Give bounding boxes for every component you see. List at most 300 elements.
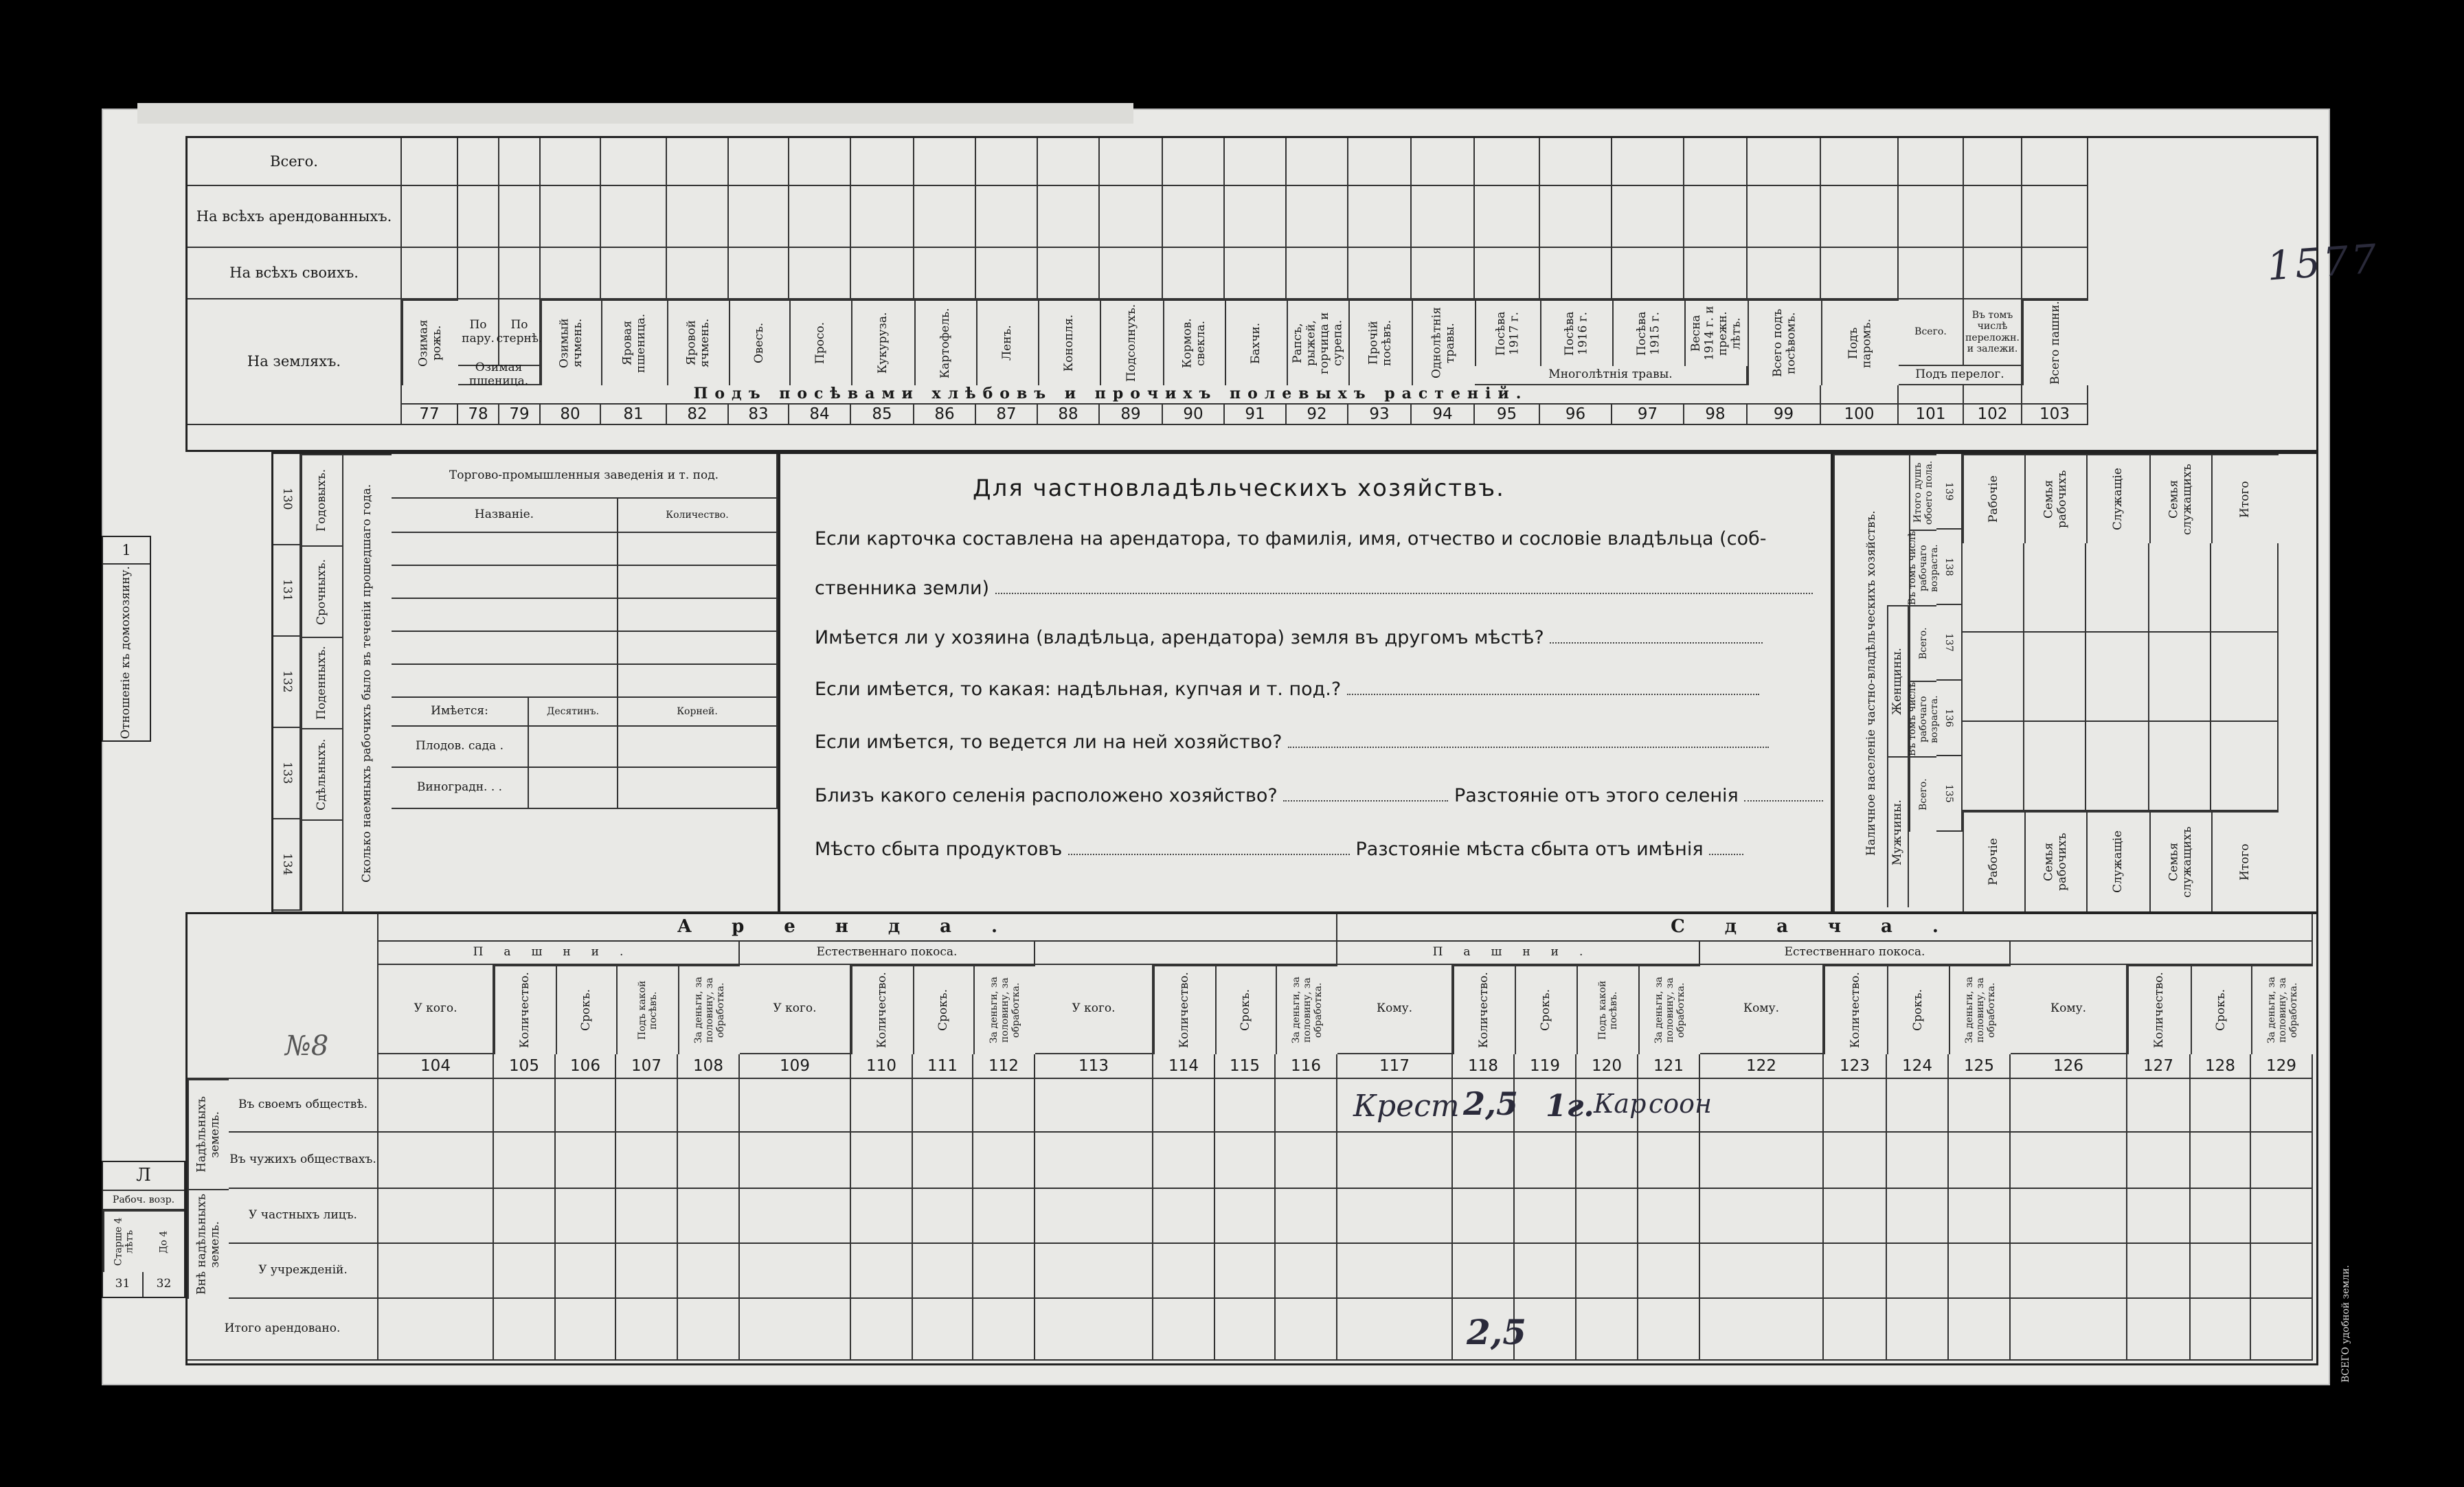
private-line-8: Мѣсто сбыта продуктовъ (815, 839, 1063, 860)
lease-cell-2-10 (1153, 1189, 1215, 1244)
top-cell-1-5 (667, 186, 729, 248)
lease-cell-4-17 (1638, 1299, 1700, 1361)
vineyard-desyatin (529, 768, 618, 809)
lease-col-header-21: За деньги, за половину, за обработка. (1949, 965, 2011, 1054)
crop-header-5: Яровой ячмень. (667, 299, 729, 385)
lease-cell-1-6 (851, 1133, 913, 1189)
lease-cell-0-20 (1887, 1079, 1949, 1133)
crop-col-num-17: 94 (1412, 405, 1475, 425)
crop-col-num-22: 99 (1748, 405, 1821, 425)
top-cell-1-13 (1163, 186, 1225, 248)
top-cell-0-10 (976, 138, 1038, 186)
lease-cell-4-23 (2127, 1299, 2191, 1361)
arenda-title: Аренда. (378, 914, 1337, 942)
orchard-korney (618, 727, 778, 768)
lease-cell-3-24 (2191, 1244, 2251, 1299)
pop-grid-0-2 (1963, 722, 2024, 811)
crop-col-num-15: 92 (1287, 405, 1348, 425)
lease-cell-4-21 (1949, 1299, 2011, 1361)
lease-col-num-0: 104 (378, 1054, 494, 1079)
entry-qty: 2,5 (1463, 1085, 1519, 1122)
trade-qty-header: Количество. (618, 499, 778, 533)
crop-header-19: Посѣва 1916 г. (1540, 299, 1612, 366)
crop-header-16: Прочій посѣвъ. (1348, 299, 1412, 385)
top-cell-0-0 (402, 138, 458, 186)
lease-cell-2-2 (556, 1189, 616, 1244)
lease-cell-0-1 (494, 1079, 556, 1133)
pop-right-header-top-0: Рабочіе (1963, 454, 2024, 543)
top-cell-0-13 (1163, 138, 1225, 186)
top-cell-2-13 (1163, 248, 1225, 299)
lease-col-header-1: Количество. (494, 965, 556, 1054)
lease-cell-1-20 (1887, 1133, 1949, 1189)
top-cell-1-8 (851, 186, 914, 248)
lease-cell-2-11 (1215, 1189, 1276, 1244)
pop-num-138: 138 (1936, 530, 1963, 605)
trade-name-header: Названіе. (392, 499, 618, 533)
top-cell-1-18 (1475, 186, 1540, 248)
pop-grid-1-2 (2024, 722, 2086, 811)
lease-col-num-6: 110 (851, 1054, 913, 1079)
col-31: 31 (103, 1272, 144, 1297)
lease-col-num-16: 120 (1576, 1054, 1638, 1079)
lease-cell-3-2 (556, 1244, 616, 1299)
lease-cell-4-11 (1215, 1299, 1276, 1361)
lease-cell-4-9 (1035, 1299, 1153, 1361)
lease-cell-1-12 (1276, 1133, 1337, 1189)
lease-cell-0-4 (678, 1079, 740, 1133)
private-title: Для частновладѣльческихъ хозяйствъ. (973, 475, 1505, 502)
lease-cell-0-10 (1153, 1079, 1215, 1133)
sdacha-title: Сдача. (1337, 914, 2313, 942)
pop-right-header-bot-0: Рабочіе (1963, 811, 2024, 911)
lease-cell-2-4 (678, 1189, 740, 1244)
trade-qty-row-4 (618, 665, 778, 698)
lease-cell-0-7 (913, 1079, 973, 1133)
lease-cell-3-5 (740, 1244, 851, 1299)
pop-num-137: 137 (1936, 605, 1963, 681)
lease-row-label-3: У учрежденій. (229, 1244, 378, 1299)
top-cell-2-18 (1475, 248, 1540, 299)
lease-col-num-17: 121 (1638, 1054, 1700, 1079)
pop-grid-0-0 (1963, 543, 2024, 633)
crop-col-num-20: 97 (1612, 405, 1684, 425)
lease-cell-0-9 (1035, 1079, 1153, 1133)
crop-header-6: Овесъ. (729, 299, 789, 385)
worker-col-label-3: Сдѣльныхъ. (301, 728, 342, 819)
lease-cell-2-8 (973, 1189, 1035, 1244)
lease-table (185, 912, 2318, 1365)
lease-cell-3-12 (1276, 1244, 1337, 1299)
women-total-label: Всего. (1909, 605, 1936, 681)
crop-header-15: Рапсъ, рыжей, горчица и сурепа. (1287, 299, 1348, 385)
lease-cell-0-12 (1276, 1079, 1337, 1133)
desyatin-header: Десятинъ. (529, 698, 618, 727)
top-cell-1-2 (499, 186, 541, 248)
trade-name-row-2 (392, 599, 618, 632)
lease-cell-1-25 (2251, 1133, 2313, 1189)
lease-col-header-23: Количество. (2127, 965, 2191, 1054)
top-cell-2-26 (2022, 248, 2088, 299)
pop-grid-3-0 (2149, 543, 2211, 633)
lease-cell-4-16 (1576, 1299, 1638, 1361)
crop-header-17: Однолѣтнія травы. (1412, 299, 1475, 385)
lease-cell-3-10 (1153, 1244, 1215, 1299)
lease-cell-3-19 (1824, 1244, 1887, 1299)
top-cell-1-10 (976, 186, 1038, 248)
lease-col-header-12: За деньги, за половину, за обработка. (1276, 965, 1337, 1054)
lease-cell-3-11 (1215, 1244, 1276, 1299)
crop-header-24: Всего. (1899, 299, 1964, 366)
lease-col-num-3: 107 (616, 1054, 678, 1079)
lease-cell-3-17 (1638, 1244, 1700, 1299)
top-cell-1-6 (729, 186, 789, 248)
lease-cell-4-10 (1153, 1299, 1215, 1361)
top-cell-0-23 (1821, 138, 1899, 186)
lease-cell-0-3 (616, 1079, 678, 1133)
lease-cell-2-9 (1035, 1189, 1153, 1244)
top-cell-2-22 (1748, 248, 1821, 299)
worker-col-num-1: 131 (273, 545, 301, 637)
lease-cell-4-22 (2011, 1299, 2127, 1361)
top-cell-0-24 (1899, 138, 1964, 186)
col-32: 32 (156, 1277, 172, 1291)
letter-l: Л (103, 1162, 184, 1191)
lease-cell-1-5 (740, 1133, 851, 1189)
lease-cell-3-0 (378, 1244, 494, 1299)
lease-cell-0-5 (740, 1079, 851, 1133)
lease-cell-1-10 (1153, 1133, 1215, 1189)
lease-col-num-9: 113 (1035, 1054, 1153, 1079)
pop-grid-1-0 (2024, 543, 2086, 633)
crop-table (185, 136, 2318, 452)
lease-cell-3-23 (2127, 1244, 2191, 1299)
worker-col-num-3: 133 (273, 728, 301, 819)
top-cell-2-12 (1100, 248, 1163, 299)
worker-col-num-2: 132 (273, 637, 301, 728)
worker-col-label-4 (301, 819, 342, 911)
lease-cell-3-6 (851, 1244, 913, 1299)
lease-cell-3-1 (494, 1244, 556, 1299)
trade-name-row-4 (392, 665, 618, 698)
top-cell-1-15 (1287, 186, 1348, 248)
lease-cell-3-14 (1453, 1244, 1515, 1299)
crop-col-num-3: 80 (541, 405, 601, 425)
top-cell-2-3 (541, 248, 601, 299)
crop-col-num-24: 101 (1899, 405, 1964, 425)
lease-cell-0-8 (973, 1079, 1035, 1133)
crop-col-num-2: 79 (499, 405, 541, 425)
lease-cell-0-23 (2127, 1079, 2191, 1133)
lease-col-num-10: 114 (1153, 1054, 1215, 1079)
lease-col-header-2: Срокъ. (556, 965, 616, 1054)
pop-grid-4-1 (2211, 633, 2279, 722)
lease-cell-3-21 (1949, 1244, 2011, 1299)
crop-col-num-25: 102 (1964, 405, 2022, 425)
top-cell-2-10 (976, 248, 1038, 299)
top-cell-1-14 (1225, 186, 1287, 248)
stamp-number: 1577 (2265, 235, 2381, 290)
lease-cell-2-19 (1824, 1189, 1887, 1244)
lease-cell-4-25 (2251, 1299, 2313, 1361)
top-cell-0-3 (541, 138, 601, 186)
women-working-label: Въ томъ числѣ рабочаго возраста. (1909, 530, 1936, 605)
crop-header-26: Всего пашни. (2022, 299, 2088, 385)
crop-col-num-10: 87 (976, 405, 1038, 425)
lease-cell-0-19 (1824, 1079, 1887, 1133)
top-cell-2-4 (601, 248, 667, 299)
top-cell-0-12 (1100, 138, 1163, 186)
crop-col-num-0: 77 (402, 405, 458, 425)
crop-header-4: Яровая пшеница. (601, 299, 667, 385)
lease-cell-0-21 (1949, 1079, 2011, 1133)
lease-col-header-10: Количество. (1153, 965, 1215, 1054)
lease-cell-2-0 (378, 1189, 494, 1244)
crop-col-num-1: 78 (458, 405, 499, 425)
page-number-note: №8 (285, 1030, 329, 1062)
lease-cell-1-0 (378, 1133, 494, 1189)
lease-cell-2-14 (1453, 1189, 1515, 1244)
top-cell-1-4 (601, 186, 667, 248)
vineyard-label: Виноградн. . . (392, 768, 529, 809)
lease-cell-3-18 (1700, 1244, 1824, 1299)
top-cell-2-0 (402, 248, 458, 299)
private-line-2: ственника земли) (815, 578, 990, 599)
lease-cell-1-17 (1638, 1133, 1700, 1189)
lease-cell-2-7 (913, 1189, 973, 1244)
top-cell-1-0 (402, 186, 458, 248)
top-cell-1-11 (1038, 186, 1100, 248)
private-line-1: Если карточка составлена на арендатора, то фамилія, имя, отчество и сословіе владѣльца (соб- (815, 528, 1767, 549)
lease-cell-2-15 (1515, 1189, 1576, 1244)
lease-col-num-7: 111 (913, 1054, 973, 1079)
crop-col-num-4: 81 (601, 405, 667, 425)
private-line-3: Имѣется ли у хозяина (владѣльца, арендатора) земля въ другомъ мѣстѣ? (815, 627, 1544, 648)
entry-total: 2,5 (1467, 1312, 1526, 1352)
lease-col-header-4: За деньги, за половину, за обработка. (678, 965, 740, 1054)
crop-header-11: Конопля. (1038, 299, 1100, 385)
crop-header-25: Въ томъ числѣ переложн. и залежи. (1964, 299, 2022, 366)
lease-cell-0-6 (851, 1079, 913, 1133)
top-cell-0-21 (1684, 138, 1748, 186)
trade-title: Торгово-промышленныя заведенія и т. под. (392, 454, 778, 499)
lease-col-num-11: 115 (1215, 1054, 1276, 1079)
lease-col-num-20: 124 (1887, 1054, 1949, 1079)
sdacha-pokos: Естественнаго покоса. (1700, 942, 2011, 965)
top-cell-1-1 (458, 186, 499, 248)
korney-header: Корней. (618, 698, 778, 727)
women-label: Женщины. (1887, 605, 1909, 756)
lease-cell-1-16 (1576, 1133, 1638, 1189)
trade-name-row-0 (392, 533, 618, 566)
hired-workers-table (271, 452, 780, 913)
worker-col-label-2: Поденныхъ. (301, 637, 342, 728)
age-younger: До 4 (144, 1210, 184, 1272)
private-owners-box (778, 452, 1833, 913)
top-cell-2-14 (1225, 248, 1287, 299)
pop-right-header-top-3: Семья служащихъ (2149, 454, 2211, 543)
crop-header-12: Подсолнухъ. (1100, 299, 1163, 385)
lease-col-header-9: У кого. (1035, 965, 1153, 1054)
crop-header-18: Посѣва 1917 г. (1475, 299, 1540, 366)
lease-cell-1-7 (913, 1133, 973, 1189)
lease-col-header-22: Кому. (2011, 965, 2127, 1054)
crop-col-num-16: 93 (1348, 405, 1412, 425)
lease-cell-2-25 (2251, 1189, 2313, 1244)
total-mouths-label: Итого душъ обоего пола. (1909, 454, 1936, 530)
lease-row-label-0: Въ своемъ обществѣ. (229, 1079, 378, 1133)
pop-grid-2-1 (2086, 633, 2149, 722)
lease-cell-3-16 (1576, 1244, 1638, 1299)
lease-cell-1-1 (494, 1133, 556, 1189)
top-cell-2-20 (1612, 248, 1684, 299)
crop-col-num-13: 90 (1163, 405, 1225, 425)
orchard-desyatin (529, 727, 618, 768)
relation-box (102, 536, 151, 742)
lease-cell-2-12 (1276, 1189, 1337, 1244)
pop-grid-3-2 (2149, 722, 2211, 811)
lease-cell-2-3 (616, 1189, 678, 1244)
title-blank-23 (1821, 385, 1899, 405)
lease-col-header-19: Количество. (1824, 965, 1887, 1054)
lease-cell-0-25 (2251, 1079, 2313, 1133)
top-cell-0-17 (1412, 138, 1475, 186)
lease-cell-2-18 (1700, 1189, 1824, 1244)
top-cell-2-9 (914, 248, 976, 299)
lease-col-header-5: У кого. (740, 965, 851, 1054)
trade-qty-row-2 (618, 599, 778, 632)
lease-cell-4-3 (616, 1299, 678, 1361)
lease-cell-1-19 (1824, 1133, 1887, 1189)
lease-col-header-11: Срокъ. (1215, 965, 1276, 1054)
lease-cell-1-18 (1700, 1133, 1824, 1189)
pop-right-header-bot-4: Итого (2211, 811, 2279, 911)
crop-header-0: Озимая рожь. (402, 299, 458, 385)
pop-right-header-top-2: Служащіе (2086, 454, 2149, 543)
lease-corner (188, 914, 378, 1079)
top-cell-2-5 (667, 248, 729, 299)
worker-col-label-1: Срочныхъ. (301, 545, 342, 637)
top-cell-0-6 (729, 138, 789, 186)
entry-crop-a: Кар (1594, 1089, 1647, 1119)
top-cell-2-2 (499, 248, 541, 299)
title-blank-26 (2022, 385, 2088, 405)
lease-cell-3-7 (913, 1244, 973, 1299)
lease-col-num-22: 126 (2011, 1054, 2127, 1079)
lease-col-num-15: 119 (1515, 1054, 1576, 1079)
population-title: Наличное населеніе частно-владѣльческихъ хозяйствъ. (1833, 454, 1909, 911)
lease-cell-4-24 (2191, 1299, 2251, 1361)
lease-cell-4-7 (913, 1299, 973, 1361)
lease-cell-1-21 (1949, 1133, 2011, 1189)
trade-qty-row-3 (618, 632, 778, 665)
lease-cell-3-9 (1035, 1244, 1153, 1299)
lease-col-num-25: 129 (2251, 1054, 2313, 1079)
crop-header-2: По стернѣ. (499, 299, 541, 366)
arenda-pokos: Естественнаго покоса. (740, 942, 1035, 965)
lease-col-num-5: 109 (740, 1054, 851, 1079)
pop-right-header-bot-2: Служащіе (2086, 811, 2149, 911)
workers-age-box (102, 1161, 185, 1298)
top-cell-0-26 (2022, 138, 2088, 186)
top-cell-2-19 (1540, 248, 1612, 299)
crop-col-num-8: 85 (851, 405, 914, 425)
lease-col-header-14: Количество. (1453, 965, 1515, 1054)
crop-header-10: Ленъ. (976, 299, 1038, 385)
top-cell-2-1 (458, 248, 499, 299)
lease-cell-3-20 (1887, 1244, 1949, 1299)
top-cell-0-19 (1540, 138, 1612, 186)
pop-num-139: 139 (1936, 454, 1963, 530)
top-cell-2-6 (729, 248, 789, 299)
crop-header-23: Подъ паромъ. (1821, 299, 1899, 385)
lease-col-num-14: 118 (1453, 1054, 1515, 1079)
lease-col-header-7: Срокъ. (913, 965, 973, 1054)
lease-cell-0-11 (1215, 1079, 1276, 1133)
lease-cell-2-22 (2011, 1189, 2127, 1244)
row-label-0: Всего. (188, 138, 402, 186)
top-cell-2-17 (1412, 248, 1475, 299)
sdacha-other (2011, 942, 2313, 965)
lease-col-header-0: У кого. (378, 965, 494, 1054)
pop-grid-0-1 (1963, 633, 2024, 722)
top-cell-0-15 (1287, 138, 1348, 186)
lease-col-header-25: За деньги, за половину, за обработка. (2251, 965, 2313, 1054)
lease-cell-1-9 (1035, 1133, 1153, 1189)
lease-col-header-16: Подъ какой посѣвъ. (1576, 965, 1638, 1054)
top-cell-0-1 (458, 138, 499, 186)
population-table (1831, 452, 2318, 913)
lease-col-num-19: 123 (1824, 1054, 1887, 1079)
lease-cell-3-13 (1337, 1244, 1453, 1299)
crop-header-9: Картофель. (914, 299, 976, 385)
top-cell-1-3 (541, 186, 601, 248)
lease-cell-1-22 (2011, 1133, 2127, 1189)
lease-cell-1-8 (973, 1133, 1035, 1189)
lease-cell-1-4 (678, 1133, 740, 1189)
crop-col-num-19: 96 (1540, 405, 1612, 425)
nadel-group-label: Надѣльныхъ земель. (188, 1079, 229, 1189)
relation-label: Отношеніе къ домохозяину. (119, 566, 133, 739)
lease-col-num-4: 108 (678, 1054, 740, 1079)
top-cell-1-12 (1100, 186, 1163, 248)
lease-cell-3-22 (2011, 1244, 2127, 1299)
top-cell-1-23 (1821, 186, 1899, 248)
pop-right-header-bot-3: Семья служащихъ (2149, 811, 2211, 911)
lease-cell-4-12 (1276, 1299, 1337, 1361)
crop-header-14: Бахчи. (1225, 299, 1287, 385)
group-perennial-grass: Многолѣтнія травы. (1475, 366, 1748, 385)
lease-cell-4-5 (740, 1299, 851, 1361)
lease-cell-4-19 (1824, 1299, 1887, 1361)
age-older: Старше 4 лѣтъ (103, 1210, 144, 1272)
lease-cell-0-24 (2191, 1079, 2251, 1133)
lease-cell-1-2 (556, 1133, 616, 1189)
row-label-3: На земляхъ. (188, 299, 402, 425)
lease-col-num-1: 105 (494, 1054, 556, 1079)
pop-num-135: 135 (1936, 756, 1963, 832)
crop-col-num-9: 86 (914, 405, 976, 425)
lease-cell-3-3 (616, 1244, 678, 1299)
top-cell-0-7 (789, 138, 851, 186)
top-cell-0-11 (1038, 138, 1100, 186)
sdacha-pashni: Пашни. (1337, 942, 1700, 965)
lease-col-num-12: 116 (1276, 1054, 1337, 1079)
pop-grid-2-2 (2086, 722, 2149, 811)
top-cell-0-5 (667, 138, 729, 186)
lease-cell-0-0 (378, 1079, 494, 1133)
pop-grid-3-1 (2149, 633, 2211, 722)
